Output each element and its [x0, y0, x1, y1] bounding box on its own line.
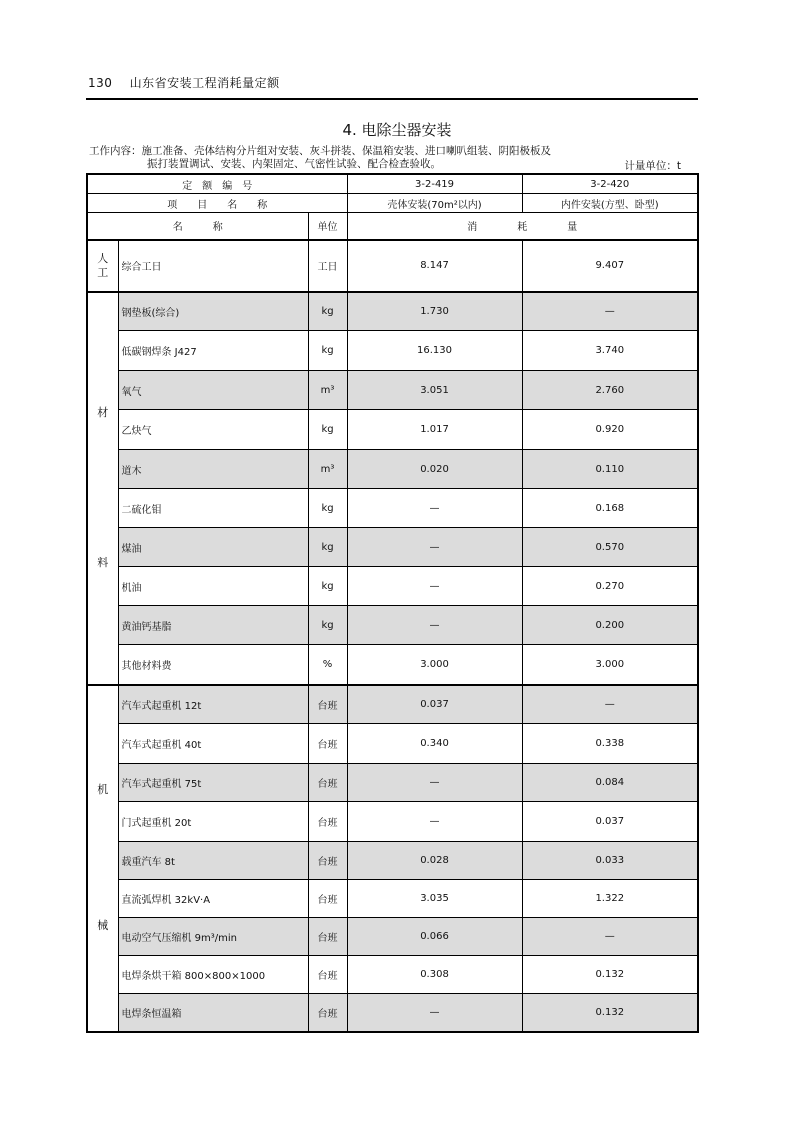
value-col-1: 0.308 — [347, 956, 522, 994]
value-col-2: 0.200 — [522, 606, 698, 645]
row-name: 其他材料费 — [118, 645, 308, 685]
row-name: 载重汽车 8t — [118, 842, 308, 880]
value-col-1: — — [347, 994, 522, 1032]
row-unit: m³ — [308, 450, 347, 489]
value-col-2: — — [522, 292, 698, 331]
value-col-1: 0.340 — [347, 724, 522, 764]
row-name: 直流弧焊机 32kV·A — [118, 880, 308, 918]
row-name: 综合工日 — [118, 240, 308, 292]
section-title: 4. 电除尘器安装 — [342, 121, 452, 139]
row-unit: kg — [308, 410, 347, 450]
book-title: 山东省安装工程消耗量定额 — [129, 76, 280, 90]
table-row — [87, 880, 698, 918]
row-name: 二硫化钼 — [118, 489, 308, 528]
category-machine — [87, 685, 118, 1032]
row-unit: 台班 — [308, 685, 347, 724]
row-unit: m³ — [308, 371, 347, 410]
row-unit: % — [308, 645, 347, 685]
table-row — [87, 918, 698, 956]
table-row — [87, 645, 698, 685]
value-col-1: — — [347, 567, 522, 606]
item-col-2: 内件安装(方型、卧型) — [522, 194, 698, 213]
row-unit: 台班 — [308, 918, 347, 956]
row-unit: kg — [308, 489, 347, 528]
category-char: 料 — [97, 556, 109, 570]
page-header — [88, 74, 280, 91]
value-col-2: 0.570 — [522, 528, 698, 567]
value-col-2: 0.132 — [522, 994, 698, 1032]
category-char: 械 — [97, 919, 109, 933]
value-col-2: 0.920 — [522, 410, 698, 450]
table-row — [87, 410, 698, 450]
table-row — [87, 724, 698, 764]
value-col-1: 16.130 — [347, 331, 522, 371]
value-col-1: 3.051 — [347, 371, 522, 410]
header-rule — [86, 98, 698, 100]
row-name: 黄油钙基脂 — [118, 606, 308, 645]
value-col-1: 0.020 — [347, 450, 522, 489]
row-unit: kg — [308, 292, 347, 331]
table-row — [87, 567, 698, 606]
value-col-2: 0.270 — [522, 567, 698, 606]
row-name: 煤油 — [118, 528, 308, 567]
table-row — [87, 802, 698, 842]
row-unit: 台班 — [308, 880, 347, 918]
table-row — [87, 489, 698, 528]
row-name: 电焊条恒温箱 — [118, 994, 308, 1032]
table-row — [87, 292, 698, 331]
value-col-1: 0.066 — [347, 918, 522, 956]
value-col-1: 8.147 — [347, 240, 522, 292]
work-content-line-2: 振打装置调试、安装、内架固定、气密性试验、配合检查验收。 — [147, 158, 441, 170]
row-unit: 台班 — [308, 842, 347, 880]
category-char: 工 — [97, 265, 109, 279]
value-col-2: 3.740 — [522, 331, 698, 371]
value-col-1: 1.017 — [347, 410, 522, 450]
value-col-2: — — [522, 918, 698, 956]
work-content-line-1: 工作内容：施工准备、壳体结构分片组对安装、灰斗拼装、保温箱安装、进口喇叭组装、阴阳极板及 — [89, 145, 551, 157]
value-col-2: 3.000 — [522, 645, 698, 685]
category-material — [87, 292, 118, 685]
value-col-2: 0.338 — [522, 724, 698, 764]
row-unit: 台班 — [308, 802, 347, 842]
row-name: 汽车式起重机 40t — [118, 724, 308, 764]
row-name: 汽车式起重机 75t — [118, 764, 308, 802]
row-name: 电焊条烘干箱 800×800×1000 — [118, 956, 308, 994]
work-content — [89, 145, 689, 171]
table-row — [87, 685, 698, 724]
table-row — [87, 331, 698, 371]
table-row — [87, 994, 698, 1032]
code-col-2: 3-2-420 — [522, 174, 698, 194]
table-row — [87, 842, 698, 880]
category-char: 材 — [97, 405, 109, 419]
row-name: 钢垫板(综合) — [118, 292, 308, 331]
row-unit: kg — [308, 606, 347, 645]
row-unit: 台班 — [308, 994, 347, 1032]
category-labor — [87, 240, 118, 292]
value-col-1: 3.035 — [347, 880, 522, 918]
row-name: 道木 — [118, 450, 308, 489]
table-row — [87, 956, 698, 994]
row-unit: kg — [308, 567, 347, 606]
value-col-2: 2.760 — [522, 371, 698, 410]
value-col-1: 0.028 — [347, 842, 522, 880]
value-col-2: 0.132 — [522, 956, 698, 994]
page-number: 130 — [88, 76, 113, 90]
value-col-1: — — [347, 764, 522, 802]
row-name: 氧气 — [118, 371, 308, 410]
value-col-1: — — [347, 489, 522, 528]
quota-table — [86, 173, 699, 1033]
value-col-2: 9.407 — [522, 240, 698, 292]
value-col-2: 1.322 — [522, 880, 698, 918]
value-col-2: 0.168 — [522, 489, 698, 528]
table-row — [87, 240, 698, 292]
value-col-2: 0.084 — [522, 764, 698, 802]
row-name: 电动空气压缩机 9m³/min — [118, 918, 308, 956]
value-col-1: 3.000 — [347, 645, 522, 685]
value-col-2: 0.033 — [522, 842, 698, 880]
table-row — [87, 371, 698, 410]
row-unit: 台班 — [308, 764, 347, 802]
row-name: 汽车式起重机 12t — [118, 685, 308, 724]
row-name: 门式起重机 20t — [118, 802, 308, 842]
row-unit: 台班 — [308, 956, 347, 994]
measure-unit: 计量单位：t — [624, 160, 681, 172]
row-name: 低碳钢焊条 J427 — [118, 331, 308, 371]
category-char: 机 — [97, 782, 109, 796]
row-unit: 台班 — [308, 724, 347, 764]
row-name: 机油 — [118, 567, 308, 606]
table-row — [87, 450, 698, 489]
value-col-1: — — [347, 606, 522, 645]
item-col-1: 壳体安装(70m²以内) — [347, 194, 522, 213]
name-header: 名 称 — [87, 213, 308, 240]
table-row — [87, 764, 698, 802]
quota-number-header: 定 额 编 号 — [87, 174, 347, 194]
consumption-header: 消 耗 量 — [347, 213, 698, 240]
value-col-1: 0.037 — [347, 685, 522, 724]
category-char: 人 — [97, 251, 109, 265]
value-col-1: — — [347, 802, 522, 842]
table-row — [87, 606, 698, 645]
value-col-1: — — [347, 528, 522, 567]
table-row — [87, 528, 698, 567]
row-name: 乙炔气 — [118, 410, 308, 450]
row-unit: kg — [308, 528, 347, 567]
item-name-header: 项 目 名 称 — [87, 194, 347, 213]
value-col-2: 0.037 — [522, 802, 698, 842]
value-col-2: — — [522, 685, 698, 724]
value-col-2: 0.110 — [522, 450, 698, 489]
value-col-1: 1.730 — [347, 292, 522, 331]
row-unit: 工日 — [308, 240, 347, 292]
row-unit: kg — [308, 331, 347, 371]
unit-header: 单位 — [308, 213, 347, 240]
code-col-1: 3-2-419 — [347, 174, 522, 194]
